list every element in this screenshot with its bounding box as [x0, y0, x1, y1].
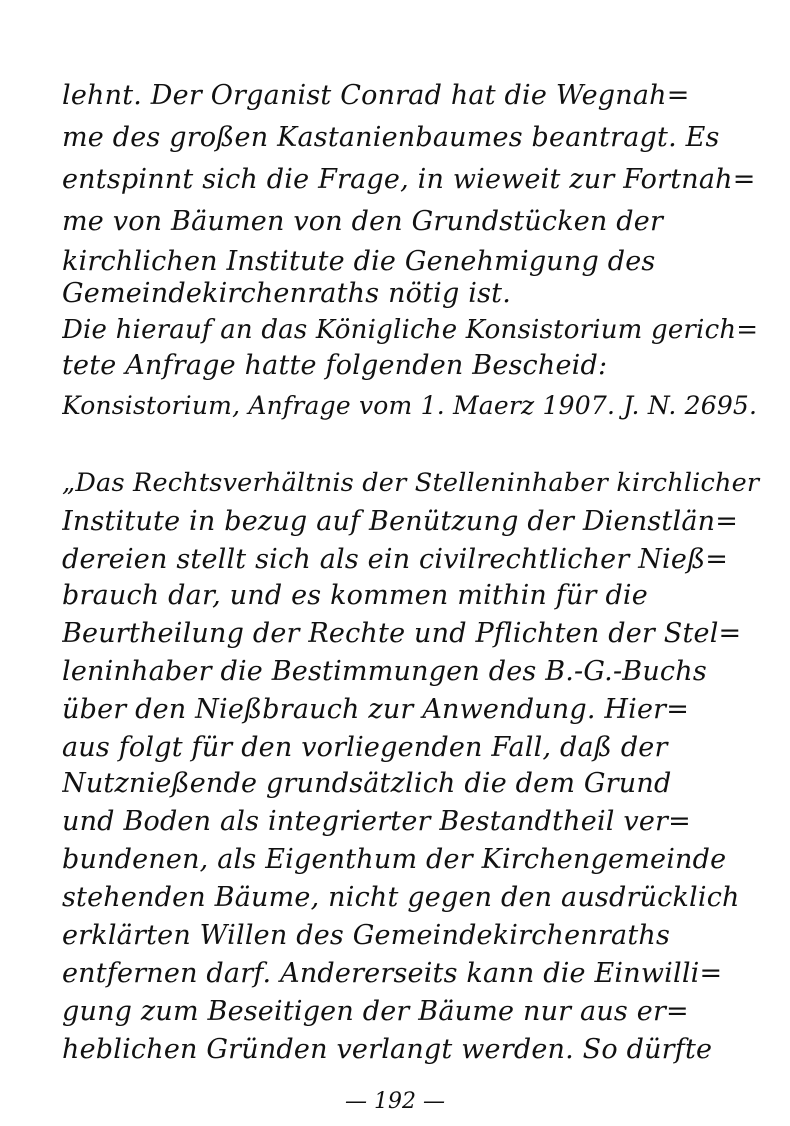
text-line: me von Bäumen von den Grundstücken der: [62, 206, 664, 237]
text-line: tete Anfrage hatte folgenden Bescheid:: [62, 350, 608, 381]
page-number: — 192 —: [345, 1089, 445, 1114]
text-line: Beurtheilung der Rechte und Pflichten der Stel=: [62, 618, 742, 649]
text-line: „Das Rechtsverhältnis der Stelleninhaber kirchlicher: [62, 468, 760, 498]
text-line: me des großen Kastanienbaumes beantragt. Es: [62, 122, 720, 153]
text-line: Die hierauf an das Königliche Konsistorium gerich=: [62, 315, 759, 345]
text-line: Nutznießende grundsätzlich die dem Grund: [62, 768, 672, 799]
text-line: leninhaber die Bestimmungen des B.-G.-Buchs: [62, 656, 707, 687]
text-line: Institute in bezug auf Benützung der Dienstlän=: [62, 506, 739, 537]
text-line: Konsistorium, Anfrage vom 1. Maerz 1907. J. N. 2695.: [62, 391, 758, 420]
text-line: bundenen, als Eigenthum der Kirchengemeinde: [62, 844, 727, 875]
text-line: lehnt. Der Organist Conrad hat die Wegnah=: [62, 80, 690, 111]
text-line: und Boden als integrierter Bestandtheil ver=: [62, 806, 691, 837]
text-line: dereien stellt sich als ein civilrechtlicher Nieß=: [62, 544, 729, 575]
text-line: stehenden Bäume, nicht gegen den ausdrücklich: [62, 882, 740, 913]
text-line: gung zum Beseitigen der Bäume nur aus er=: [62, 996, 689, 1027]
text-line: kirchlichen Institute die Genehmigung des: [62, 246, 656, 277]
text-line: entfernen darf. Andererseits kann die Einwilli=: [62, 958, 723, 989]
text-line: erklärten Willen des Gemeindekirchenraths: [62, 920, 671, 951]
text-line: aus folgt für den vorliegenden Fall, daß der: [62, 732, 668, 763]
text-line: Gemeindekirchenraths nötig ist.: [62, 278, 511, 309]
text-line: brauch dar, und es kommen mithin für die: [62, 580, 648, 611]
text-line: entspinnt sich die Frage, in wieweit zur Fortnah=: [62, 164, 756, 195]
text-line: über den Nießbrauch zur Anwendung. Hier=: [62, 694, 690, 725]
text-line: heblichen Gründen verlangt werden. So dürfte: [62, 1034, 713, 1065]
